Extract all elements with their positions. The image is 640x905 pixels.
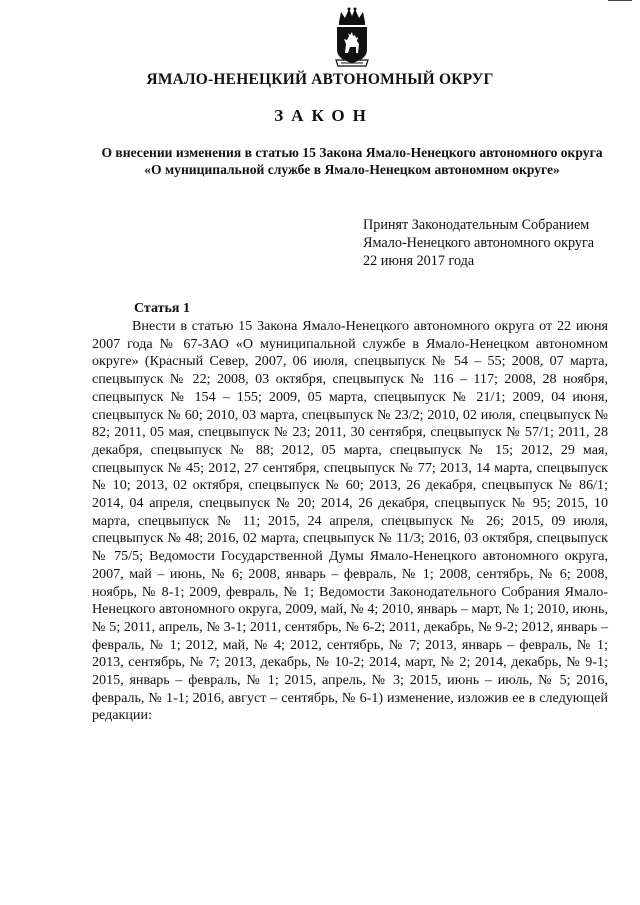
law-subject-title: О внесении изменения в статью 15 Закона Ямало-Ненецкого автономного округа «О муниципальной службе в Ямало-Ненецком автономном округе» [101,145,603,177]
adoption-note [363,216,594,270]
document-type-heading: ЗАКОН [274,106,374,125]
adoption-line: Принят Законодательным Собранием [363,217,590,233]
adoption-date: 22 июня 2017 года [363,253,475,269]
article-body-text: Внести в статью 15 Закона Ямало-Ненецкого автономного округа от 22 июня 2007 года № 67-ЗАО «О муниципальной службе в Ямало-Ненецком автономном округе» (Красный Север, 2007, 06 июля, спецвыпуск № 54 – 55; 2008, 07 марта, спецвыпуск № 22; 2008, 03 октября, спецвыпуск № 116 – 117; 2008, 28 ноября, спецвыпуск № 154 – 155; 2009, 05 марта, спецвыпуск № 21/1; 2009, 04 июня, спецвыпуск № 60; 2010, 03 марта, спецвыпуск № 23/2; 2010, 02 июля, спецвыпуск № 82; 2011, 05 мая, спецвыпуск № 23; 2011, 30 сентября, спецвыпуск № 57/1; 2011, 28 декабря, спецвыпуск № 88; 2012, 05 марта, спецвыпуск № 15; 2012, 29 мая, спецвыпуск № 45; 2012, 27 сентября, спецвыпуск № 77; 2013, 14 марта, спецвыпуск № 10; 2013, 02 октября, спецвыпуск № 60; 2013, 26 декабря, спецвыпуск № 86/1; 2014, 04 апреля, спецвыпуск № 20; 2014, 26 декабря, спецвыпуск № 95; 2015, 10 марта, спецвыпуск № 11; 2015, 24 апреля, спецвыпуск № 26; 2015, 09 июля, спецвыпуск № 48; 2016, 02 марта, спецвыпуск № 11/3; 2016, 03 октября, спецвыпуск № 75/5; Ведомости Государственной Думы Ямало-Ненецкого автономного округа, 2007, май – июнь, № 6; 2008, январь – февраль, № 1; 2008, сентябрь, № 6; 2008, ноябрь, № 8-1; 2009, февраль, № 1; Ведомости Законодательного Собрания Ямало-Ненецкого автономного округа, 2009, май, № 4; 2010, январь – март, № 1; 2010, июнь, № 5; 2011, апрель, № 3-1; 2011, сентябрь, № 6-2; 2011, декабрь, № 9-2; 2012, январь – февраль, № 1; 2012, май, № 4; 2012, сентябрь, № 7; 2013, январь – февраль, № 1; 2013, сентябрь, № 7; 2013, декабрь, № 10-2; 2014, март, № 2; 2014, декабрь, № 9-1; 2015, январь – февраль, № 1; 2015, апрель, № 3; 2015, июнь – июль, № 5; 2016, февраль, № 1-1; 2016, август – сентябрь, № 6-1) изменение, изложив ее в следующей редакции: [92,318,608,724]
scan-corner-mark [608,0,632,1]
okrug-title: ЯМАЛО-НЕНЕЦКИЙ АВТОНОМНЫЙ ОКРУГ [146,71,494,88]
adoption-line: Ямало-Ненецкого автономного округа [363,235,595,251]
coat-of-arms-icon [331,6,373,68]
article-heading: Статья 1 [134,301,190,316]
